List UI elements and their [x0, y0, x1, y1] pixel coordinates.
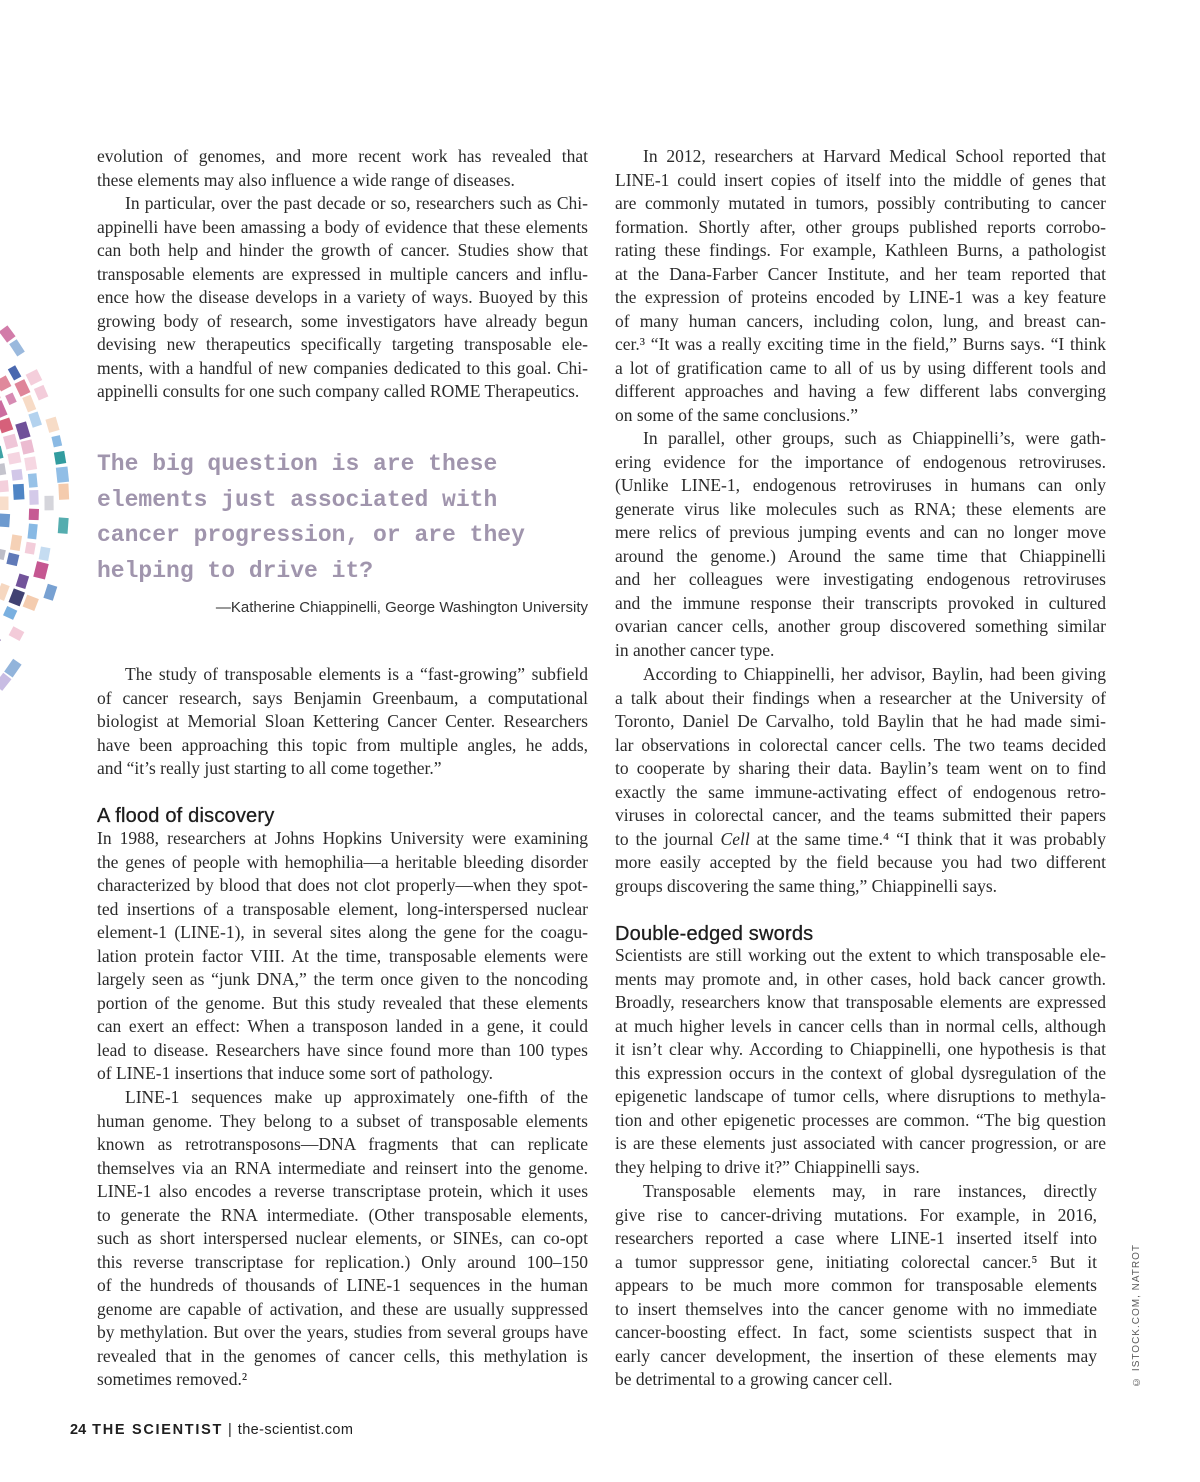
mosaic-tile — [0, 375, 11, 391]
text-line: to cooperate by sharing their data. Baylin’s team went on to find — [615, 758, 1106, 778]
paragraph — [97, 663, 588, 781]
magazine-name: THE SCIENTIST — [92, 1422, 223, 1438]
text-line: groups discovering the same thing,” Chiappinelli says. — [615, 875, 998, 896]
pull-quote-line: helping to drive it? — [97, 557, 374, 584]
text-line: transposable elements are expressed in multiple cancers and influ- — [97, 263, 588, 284]
text-line: cancer-boosting effect. In fact, some scientists suspect that in — [615, 1322, 1097, 1342]
mosaic-tile — [6, 553, 19, 567]
mosaic-tile — [4, 659, 21, 678]
text-line: on some of the same conclusions.” — [615, 404, 859, 425]
mosaic-tile — [9, 588, 25, 606]
paragraph — [97, 192, 588, 404]
text-line: at the Dana-Farber Cancer Institute, and her team reported that — [615, 263, 1106, 284]
text-line: they helping to drive it?” Chiappinelli says. — [615, 1156, 920, 1177]
text-line: ering evidence for the importance of endogenous retroviruses. — [615, 451, 1106, 472]
text-line: different approaches and having a few different labs converging — [615, 381, 1106, 401]
mosaic-tile — [14, 379, 30, 397]
footer-separator: | — [228, 1422, 232, 1438]
text-line: exactly the same immune-activating effect of endogenous retro- — [615, 781, 1106, 802]
mosaic-tile — [56, 467, 69, 483]
text-line: have been approaching this topic from multiple angles, he adds, — [97, 734, 588, 755]
text-line: genome are capable of activation, and these are usually suppressed — [97, 1298, 588, 1319]
text-line: tion and other epigenetic processes are common. “The big question — [615, 1109, 1106, 1130]
mosaic-tile — [34, 385, 48, 401]
mosaic-tile — [13, 484, 25, 500]
text-line: to insert themselves into the cancer genome with no immediate — [615, 1298, 1097, 1319]
mosaic-tile — [51, 435, 62, 447]
text-line: generate virus like molecules such as RNA; these elements are — [615, 498, 1106, 519]
paragraph — [615, 427, 1106, 662]
page-footer — [70, 1421, 353, 1439]
text-line: a talk about their findings when a researcher at the University of — [615, 687, 1106, 708]
pull-quote-line: cancer progression, or are they — [97, 522, 525, 548]
text-line: characterized by blood that does not clot properly—when they spot- — [97, 875, 588, 895]
text-line: themselves via an RNA intermediate and reinsert into the genome. — [97, 1157, 588, 1178]
text-line: of cancer research, says Benjamin Greenbaum, a computational — [97, 687, 588, 708]
text-line: a tumor suppressor gene, initiating colorectal cancer.⁵ But it — [615, 1251, 1097, 1272]
mosaic-tile — [16, 573, 30, 589]
text-line: of the hundreds of thousands of LINE-1 sequences in the human — [97, 1275, 588, 1295]
mosaic-tile — [43, 584, 57, 601]
mosaic-tile — [0, 417, 13, 433]
text-line: ovarian cancer cells, another group discovered something similar — [615, 616, 1106, 636]
text-line: by methylation. But over the years, studies from several groups have — [97, 1322, 588, 1342]
mosaic-tile — [44, 496, 53, 511]
mosaic-tile — [28, 473, 38, 488]
mosaic-tile — [39, 547, 51, 562]
paragraph — [615, 944, 1106, 1179]
text-line: of many human cancers, including colon, lung, and breast can- — [615, 310, 1106, 331]
text-line: lation protein factor VIII. At the time, transposable elements were — [97, 945, 588, 966]
mosaic-tile — [25, 542, 36, 555]
mosaic-tile — [28, 411, 42, 427]
paragraph — [97, 145, 588, 192]
text-line: appinelli consults for one such company called ROME Therapeutics. — [97, 381, 580, 401]
paragraph — [97, 1086, 588, 1392]
text-line: it isn’t clear why. According to Chiappinelli, one hypothesis is that — [615, 1039, 1106, 1059]
text-line: revealed that in the genomes of cancer cells, this methylation is — [97, 1345, 588, 1366]
pull-quote-line: elements just associated with — [97, 486, 498, 513]
right-column — [615, 0, 1106, 1482]
text-line: give rise to cancer-driving mutations. For example, in 2016, — [615, 1204, 1097, 1225]
mosaic-tile — [27, 523, 37, 539]
pull-quote-attribution: —Katherine Chiappinelli, George Washington University — [215, 599, 588, 616]
italic-text: Cell — [720, 828, 750, 849]
mosaic-tile — [20, 439, 34, 454]
mosaic-tile — [9, 339, 25, 356]
mosaic-tile — [0, 400, 8, 419]
text-line: the genes of people with hemophilia—a heritable bleeding disorder — [97, 851, 588, 872]
text-line: can both help and hinder the growth of cancer. Studies show that — [97, 240, 588, 260]
text-line: The study of transposable elements is a “fast-growing” subfield — [125, 664, 588, 684]
text-line: researchers reported a case where LINE-1 inserted itself into — [615, 1228, 1097, 1248]
text-line: to generate the RNA intermediate. (Other transposable elements, — [97, 1204, 588, 1225]
pull-quote — [97, 447, 588, 589]
mosaic-tile — [0, 463, 6, 475]
text-line: lar observations in colorectal cancer cells. The two teams decided — [615, 734, 1106, 755]
mosaic-tile — [0, 635, 1, 650]
text-line: cer.³ “It was a really exciting time in the field,” Burns says. “I think — [615, 334, 1106, 354]
text-line — [615, 828, 1106, 852]
text-line: LINE-1 also encodes a reverse transcriptase protein, which it uses — [97, 1181, 588, 1201]
mosaic-tile — [33, 561, 48, 579]
text-line: Transposable elements may, in rare instances, directly — [643, 1181, 1097, 1201]
text-line: this reverse transcriptase for replication.) Only around 100–150 — [97, 1251, 588, 1272]
text-line: at much higher levels in cancer cells than in normal cells, although — [615, 1015, 1106, 1036]
page-number: 24 — [70, 1422, 87, 1438]
mosaic-tile — [45, 417, 59, 433]
text-line: and the immune response their transcripts provoked in cultured — [615, 592, 1106, 613]
text-line: be detrimental to a growing cancer cell. — [615, 1369, 893, 1389]
text-line: Broadly, researchers know that transposable elements are expressed — [615, 992, 1106, 1012]
mosaic-tile — [15, 421, 30, 439]
text-line: In 2012, researchers at Harvard Medical School reported that — [643, 146, 1106, 166]
text-line: ence how the disease develops in a variety of ways. Buoyed by this — [97, 287, 588, 307]
text-line: In parallel, other groups, such as Chiappinelli’s, were gath- — [643, 428, 1106, 448]
text-line: appears to be much more common for transposable elements — [615, 1275, 1097, 1295]
mosaic-tile — [0, 480, 9, 492]
mosaic-tile — [24, 456, 37, 470]
decorative-mosaic-image — [0, 0, 90, 1482]
text-line: in another cancer type. — [615, 639, 775, 660]
mosaic-tile — [0, 513, 10, 527]
mosaic-tile — [0, 325, 16, 342]
text-line: growing body of research, some investigators have already begun — [97, 310, 588, 331]
text-line: Toronto, Daniel De Carvalho, told Baylin that he had made simi- — [615, 711, 1106, 731]
text-line: devising new therapeutics specifically targeting transposable ele- — [97, 334, 588, 354]
website-url: the-scientist.com — [237, 1422, 354, 1438]
text-line: sometimes removed.² — [97, 1369, 248, 1389]
text-line: Scientists are still working out the extent to which transposable ele- — [615, 945, 1106, 965]
text-line: formation. Shortly after, other groups published reports corrobo- — [615, 216, 1106, 237]
mosaic-tile — [8, 365, 22, 380]
mosaic-tile — [0, 446, 4, 460]
text-line: evolution of genomes, and more recent work has revealed that — [97, 146, 588, 166]
text-line: (Unlike LINE-1, endogenous retroviruses in humans can only — [615, 475, 1106, 495]
paragraph — [615, 663, 1106, 898]
photo-credit: © ISTOCK.COM, NATROT — [1131, 1244, 1142, 1387]
left-column — [97, 0, 588, 1482]
paragraph — [615, 1180, 1097, 1392]
text-line: a lot of gratification came to all of us by using different tools and — [615, 357, 1106, 378]
mosaic-tile — [22, 395, 36, 413]
mosaic-tile — [0, 496, 9, 510]
paragraph — [615, 145, 1106, 427]
text-line: human genome. They belong to a subset of transposable elements — [97, 1110, 588, 1131]
text-segment: at the same time.⁴ “I think that it was probably — [749, 828, 1106, 849]
text-line: more easily accepted by the field because you had two different — [615, 852, 1106, 872]
mosaic-tile — [23, 595, 39, 611]
paragraph — [97, 827, 588, 1086]
mosaic-tile — [10, 534, 22, 551]
text-line: rating these findings. For example, Kathleen Burns, a pathologist — [615, 240, 1106, 260]
text-line: is are these elements just associated with cancer progression, or are — [615, 1133, 1106, 1153]
text-line: portion of the genome. But this study revealed that these elements — [97, 992, 588, 1013]
text-line: According to Chiappinelli, her advisor, Baylin, had been giving — [643, 664, 1106, 684]
mosaic-tile — [26, 369, 43, 385]
text-line: In 1988, researchers at Johns Hopkins University were examining — [97, 828, 588, 848]
text-line: biologist at Memorial Sloan Kettering Cancer Center. Researchers — [97, 711, 588, 731]
text-line: mere relics of previous jumping events and can no longer move — [615, 522, 1106, 542]
text-segment: to the journal — [615, 828, 721, 849]
text-line: LINE-1 sequences make up approximately one-fifth of the — [125, 1087, 588, 1107]
mosaic-tile — [9, 626, 25, 641]
text-line: and “it’s really just starting to all come together.” — [97, 758, 442, 778]
mosaic-tile — [5, 392, 17, 405]
text-line: element-1 (LINE-1), in several sites along the gene for the coagu- — [97, 922, 588, 942]
mosaic-tile — [3, 606, 17, 620]
text-line: this expression occurs in the context of global dysregulation of the — [615, 1062, 1106, 1083]
mosaic-tile — [29, 490, 39, 505]
text-line: epigenetic landscape of tumor cells, where disruptions to methyla- — [615, 1086, 1106, 1106]
text-line: lead to disease. Researchers have since found more than 100 types — [97, 1039, 588, 1060]
mosaic-tile — [54, 451, 66, 465]
section-heading: Double-edged swords — [615, 923, 814, 945]
text-line: ments, with a handful of new companies dedicated to this goal. Chi- — [97, 357, 588, 378]
mosaic-tile — [11, 469, 23, 481]
text-line: known as retrotransposons—DNA fragments that can replicate — [97, 1134, 588, 1154]
text-line: In particular, over the past decade or so, researchers such as Chi- — [125, 193, 588, 213]
text-line: these elements may also influence a wide range of diseases. — [97, 169, 515, 190]
text-line: such as short interspersed nuclear elements, or SINEs, can co-opt — [97, 1228, 588, 1248]
mosaic-tile — [29, 509, 39, 521]
text-line: ted insertions of a transposable element, long-interspersed nuclear — [97, 898, 588, 919]
pull-quote-line: The big question is are these — [97, 451, 498, 477]
mosaic-tile — [0, 583, 10, 601]
text-line: early cancer development, the insertion of these elements may — [615, 1345, 1097, 1366]
text-line: the expression of proteins encoded by LINE-1 was a key feature — [615, 287, 1106, 307]
text-line: are commonly mutated in tumors, possibly contributing to cancer — [615, 193, 1106, 213]
text-line: largely seen as “junk DNA,” the term once given to the noncoding — [97, 969, 588, 989]
mosaic-tile — [58, 517, 69, 533]
text-line: LINE-1 could insert copies of itself into the middle of genes that — [615, 169, 1106, 190]
mosaic-tile — [58, 483, 69, 499]
mosaic-tile — [3, 434, 18, 450]
text-line: of LINE-1 insertions that induce some sort of pathology. — [97, 1063, 493, 1083]
text-line: appinelli have been amassing a body of evidence that these elements — [97, 216, 588, 237]
text-line: ments may promote and, in other cases, hold back cancer growth. — [615, 968, 1106, 989]
section-heading: A flood of discovery — [97, 805, 275, 827]
text-line: around the genome.) Around the same time that Chiappinelli — [615, 545, 1106, 566]
mosaic-tile — [7, 452, 21, 465]
mosaic-tile — [0, 548, 6, 561]
text-line: viruses in colorectal cancer, and the teams submitted their papers — [615, 805, 1106, 825]
text-line: and her colleagues were investigating endogenous retroviruses — [615, 569, 1106, 589]
text-line: can exert an effect: When a transposon landed in a gene, it could — [97, 1016, 588, 1036]
